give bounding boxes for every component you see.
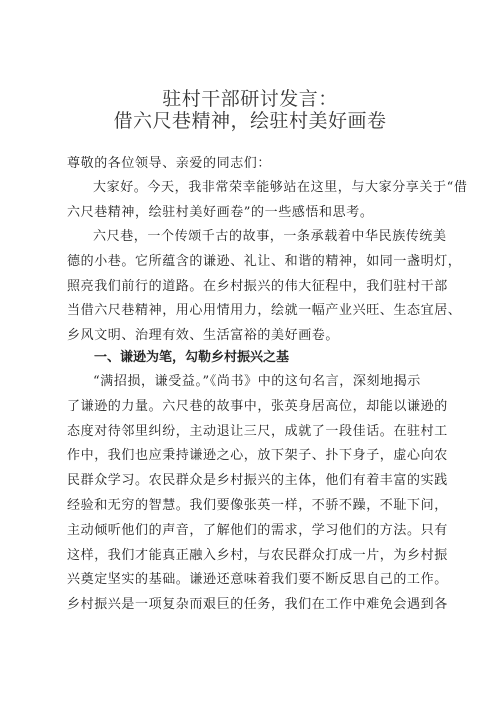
paragraph-line: 民群众学习。农民群众是乡村振兴的主体，他们有着丰富的实践 [67,473,448,489]
paragraph-line: 乡风文明、治理有效、生活富裕的美好画卷。 [67,328,340,344]
document-title-line-2: 借六尺巷精神，绘驻村美好画卷 [113,110,387,132]
paragraph-line: 经验和无穷的智慧。我们要像张英一样，不骄不躁，不耻下问， [67,497,448,513]
paragraph-line: 六尺巷精神，绘驻村美好画卷”的一些感悟和思考。 [67,204,374,220]
paragraph-humility [67,370,448,618]
paragraph-line: 当借六尺巷精神，用心用情用力，绘就一幅产业兴旺、生态宜居、 [67,303,462,319]
paragraph-line: 兴奠定坚实的基础。谦逊还意味着我们要不断反思自己的工作。 [67,572,448,588]
paragraph-line: 作中，我们也应秉持谦逊之心，放下架子、扑下身子，虚心向农 [67,448,448,464]
greeting [67,152,437,177]
paragraph-line: 了谦逊的力量。六尺巷的故事中，张英身居高位，却能以谦逊的 [67,398,448,414]
paragraph-line: 六尺巷，一个传颂千古的故事，一条承载着中华民族传统美 [93,229,447,244]
paragraph-line: 态度对待邻里纠纷，主动退让三尺，成就了一段佳话。在驻村工 [67,423,448,439]
paragraph-line: 乡村振兴是一项复杂而艰巨的任务，我们在工作中难免会遇到各 [67,597,448,613]
paragraph-line: 大家好。今天，我非常荣幸能够站在这里，与大家分享关于“借 [93,180,468,195]
paragraph-line: “满招损，谦受益。”《尚书》中的这句名言，深刻地揭示 [93,374,421,389]
greeting-line: 尊敬的各位领导、亲爱的同志们： [67,156,272,171]
paragraph-line: 这样，我们才能真正融入乡村，与农民群众打成一片，为乡村振 [67,547,448,563]
paragraph-line: 德的小巷。它所蕴含的谦逊、礼让、和谐的精神，如同一盏明灯， [67,253,462,269]
paragraph-intro [67,176,468,226]
document-title-line-1: 驻村干部研讨发言： [162,88,338,110]
section-heading-1: 一、谦逊为笔，勾勒乡村振兴之基 [94,350,290,365]
paragraph-line: 主动倾听他们的声音，了解他们的需求，学习他们的方法。只有 [67,522,448,538]
paragraph-liuchixiang [67,225,462,349]
paragraph-line: 照亮我们前行的道路。在乡村振兴的伟大征程中，我们驻村干部 [67,278,448,294]
